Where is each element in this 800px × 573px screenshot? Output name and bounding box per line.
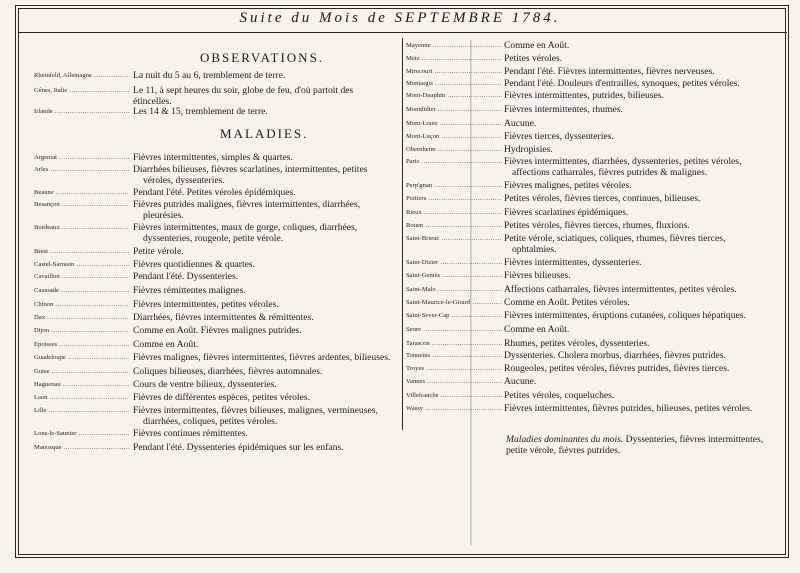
place-name: Rieux ..... xyxy=(406,207,502,218)
entry-text: Fièvres intermittentes, petites véroles. xyxy=(133,299,279,310)
entry-text: La nuit du 5 au 6, tremblement de terre. xyxy=(133,70,286,81)
page-title: Suite du Mois de SEPTEMBRE 1784. xyxy=(239,10,561,26)
summary-note xyxy=(506,434,774,456)
entry-text: Fièvres rémittentes malignes. xyxy=(133,285,246,296)
entry-text: Fièvres intermittentes, dyssenteries. xyxy=(504,257,642,268)
place-name: Bordeaux ..... xyxy=(34,222,129,233)
place-name: Rheinfeld, Allemagne ..... xyxy=(34,70,129,81)
entry-text: dyssenteries, rougeole, petite vérole. xyxy=(143,232,284,244)
place-name: Besançon ..... xyxy=(34,199,129,210)
place-name: Vannes ..... xyxy=(406,376,502,387)
entry-text: diarrhées, coliques, petites véroles. xyxy=(143,415,278,427)
place-name: Arles ..... xyxy=(34,164,129,175)
entry-text: affections catharrales, fièvres putrides & malignes. xyxy=(512,166,708,178)
entry-text: Dyssenteries. Cholera morbus, diarrhées, fièvres putrides. xyxy=(504,350,726,361)
title-rule xyxy=(18,32,787,33)
place-name: Rouen ..... xyxy=(406,220,502,231)
place-name: Saint-Brieuc ..... xyxy=(406,233,502,244)
entry-text: Fièvres scarlatines épidémiques. xyxy=(504,207,629,218)
entry-text: Fièvres bilieuses. xyxy=(504,270,571,281)
place-name: Manosque ..... xyxy=(34,442,129,453)
entry-text: Fièvres intermittentes, rhumes. xyxy=(504,104,623,115)
place-name: Mont-Louis ..... xyxy=(406,118,502,129)
place-name: Dijon ..... xyxy=(34,325,129,336)
entry-text: Fièvres intermittentes, maux de gorge, coliques, diarrhées, xyxy=(133,222,358,233)
entry-text: Pendant l'été. Dyssenteries épidémiques sur les enfans. xyxy=(133,442,344,453)
place-name: Epoisses ..... xyxy=(34,339,129,350)
entry-text: Rougeoles, petites véroles, fièvres putrides, fièvres tierces. xyxy=(504,363,730,374)
place-name: Laon ..... xyxy=(34,392,129,403)
place-name: Troyes ..... xyxy=(406,363,502,374)
place-name: Guadeloupe ..... xyxy=(34,352,129,363)
place-name: Saint-Dizier ..... xyxy=(406,257,502,268)
entry-text: étincelles. xyxy=(133,95,172,107)
place-name: Haguenau ..... xyxy=(34,379,129,390)
column-separator xyxy=(402,38,403,430)
place-name: Tarascon ..... xyxy=(406,338,502,349)
place-name: Argentat ..... xyxy=(34,152,129,163)
entry-text: Fièvres malignes, fièvres intermittentes, fièvres ardentes, bilieuses. xyxy=(133,352,391,363)
entry-text: Fièvres quotidiennes & quartes. xyxy=(133,259,256,270)
observations-heading: OBSERVATIONS. xyxy=(200,50,325,65)
entry-text: Aucune. xyxy=(504,376,537,387)
entry-text: Fièvres intermittentes, simples & quartes. xyxy=(133,152,293,163)
entry-text: Comme en Août. xyxy=(133,339,199,350)
entry-text: Rhumes, petites véroles, dyssenteries. xyxy=(504,338,650,349)
place-name: Montargis ..... xyxy=(406,78,502,89)
place-name: Saint-Malo ..... xyxy=(406,284,502,295)
entry-text: Diarrhées, fièvres intermittentes & rémittentes. xyxy=(133,312,314,323)
entry-text: Comme en Août. Fièvres malignes putrides. xyxy=(133,325,302,336)
entry-text: Fièvres de différentes espèces, petites véroles. xyxy=(133,392,310,403)
place-name: Gênes, Italie ..... xyxy=(34,85,129,96)
summary-text: Dyssenteries, fièvres intermittentes, petite vérole, fièvres putrides. xyxy=(506,434,764,456)
place-name: Lille ..... xyxy=(34,405,129,416)
entry-text: Pendant l'été. Douleurs d'entrailles, synoques, petites véroles. xyxy=(504,78,740,89)
entry-text: Fièvres malignes, petites véroles. xyxy=(504,180,632,191)
entry-text: véroles, dyssenteries. xyxy=(143,174,225,186)
maladies-heading: MALADIES. xyxy=(220,126,309,141)
entry-text: Petite vérole, sciatiques, coliques, rhumes, fièvres tierces, xyxy=(504,233,726,244)
summary-lead: Maladies dominantes du mois. xyxy=(506,434,624,445)
place-name: Mirecourt ..... xyxy=(406,66,502,77)
entry-text: Petite vérole. xyxy=(133,246,184,257)
place-name: Tonneins ..... xyxy=(406,350,502,361)
entry-text: Petites véroles. xyxy=(504,53,563,64)
place-name: Castel-Sarrasin ..... xyxy=(34,259,129,270)
entry-text: Fièvres intermittentes, fièvres bilieuses, malignes, vermineuses, xyxy=(133,405,378,416)
entry-text: ophtalmies. xyxy=(512,243,557,255)
place-name: Mont-Luçon ..... xyxy=(406,131,502,142)
entry-text: Cours de ventre bilieux, dyssenteries. xyxy=(133,379,277,390)
place-name: Wassy ..... xyxy=(406,403,502,414)
entry-text: Petites véroles, fièvres tierces, continues, bilieuses. xyxy=(504,193,701,204)
place-name: Irlande ..... xyxy=(34,106,129,117)
entry-text: Pendant l'été. Fièvres intermittentes, fièvres nerveuses. xyxy=(504,66,715,77)
place-name: Dax ..... xyxy=(34,312,129,323)
place-name: Villefranche ..... xyxy=(406,390,502,401)
place-name: Brest ..... xyxy=(34,246,129,257)
entry-text: Affections catharrales, fièvres intermittentes, petites véroles. xyxy=(504,284,737,295)
entry-text: Fièvres intermittentes, diarrhées, dyssenteries, petites véroles, xyxy=(504,156,742,167)
entry-text: Fièvres intermittentes, éruptions cutanées, coliques hépatiques. xyxy=(504,310,746,321)
place-name: Obernheim ..... xyxy=(406,144,502,155)
place-name: Cavaillon ..... xyxy=(34,271,129,282)
entry-text: Le 11, à sept heures du soir, globe de feu, d'où partoit des xyxy=(133,85,354,96)
entry-text: Aucune. xyxy=(504,118,537,129)
place-name: Chinon ..... xyxy=(34,299,129,310)
place-name: Saint-Geniès ..... xyxy=(406,270,502,281)
place-name: Saint-Maurice-le-Girard ..... xyxy=(406,297,502,308)
entry-text: Fièvres tierces, dyssenteries. xyxy=(504,131,614,142)
entry-text: Fièvres intermittentes, fièvres putrides, bilieuses, petites véroles. xyxy=(504,403,753,414)
entry-text: Fièvres continues rémittentes. xyxy=(133,428,248,439)
entry-text: Comme en Août. Petites véroles. xyxy=(504,297,630,308)
place-name: Montdidier ..... xyxy=(406,104,502,115)
entry-text: Pendant l'été. Dyssenteries. xyxy=(133,271,239,282)
place-name: Lons-le-Saunier ..... xyxy=(34,428,129,439)
place-name: Paris ..... xyxy=(406,156,502,167)
entry-text: Diarrhées bilieuses, fièvres scarlatines, intermittentes, petites xyxy=(133,164,368,175)
entry-text: pleurésies. xyxy=(143,209,184,221)
entry-text: Fièvres putrides malignes, fièvres intermittentes, diarrhées, xyxy=(133,199,360,210)
place-name: Metz ..... xyxy=(406,53,502,64)
place-name: Saint-Sever-Cap ..... xyxy=(406,310,502,321)
entry-text: Comme en Août. xyxy=(504,324,570,335)
place-name: Seure ..... xyxy=(406,324,502,335)
place-name: Caussade ..... xyxy=(34,285,129,296)
entry-text: Hydropisies. xyxy=(504,144,553,155)
entry-text: Coliques bilieuses, diarrhées, fièvres automnales. xyxy=(133,366,323,377)
entry-text: Petites véroles, fièvres tierces, rhumes, fluxions. xyxy=(504,220,690,231)
entry-text: Les 14 & 15, tremblement de terre. xyxy=(133,106,268,117)
entry-text: Comme en Août. xyxy=(504,40,570,51)
entry-text: Petites véroles, coqueluches. xyxy=(504,390,615,401)
place-name: Mayenne ..... xyxy=(406,40,502,51)
entry-text: Fièvres intermittentes, putrides, bilieuses. xyxy=(504,90,664,101)
place-name: Mont-Dauphin ..... xyxy=(406,90,502,101)
place-name: Perp'gnan ..... xyxy=(406,180,502,191)
place-name: Poitiers ..... xyxy=(406,193,502,204)
entry-text: Pendant l'été. Petites véroles épidémiques. xyxy=(133,187,296,198)
place-name: Guise ..... xyxy=(34,366,129,377)
place-name: Beaune ..... xyxy=(34,187,129,198)
